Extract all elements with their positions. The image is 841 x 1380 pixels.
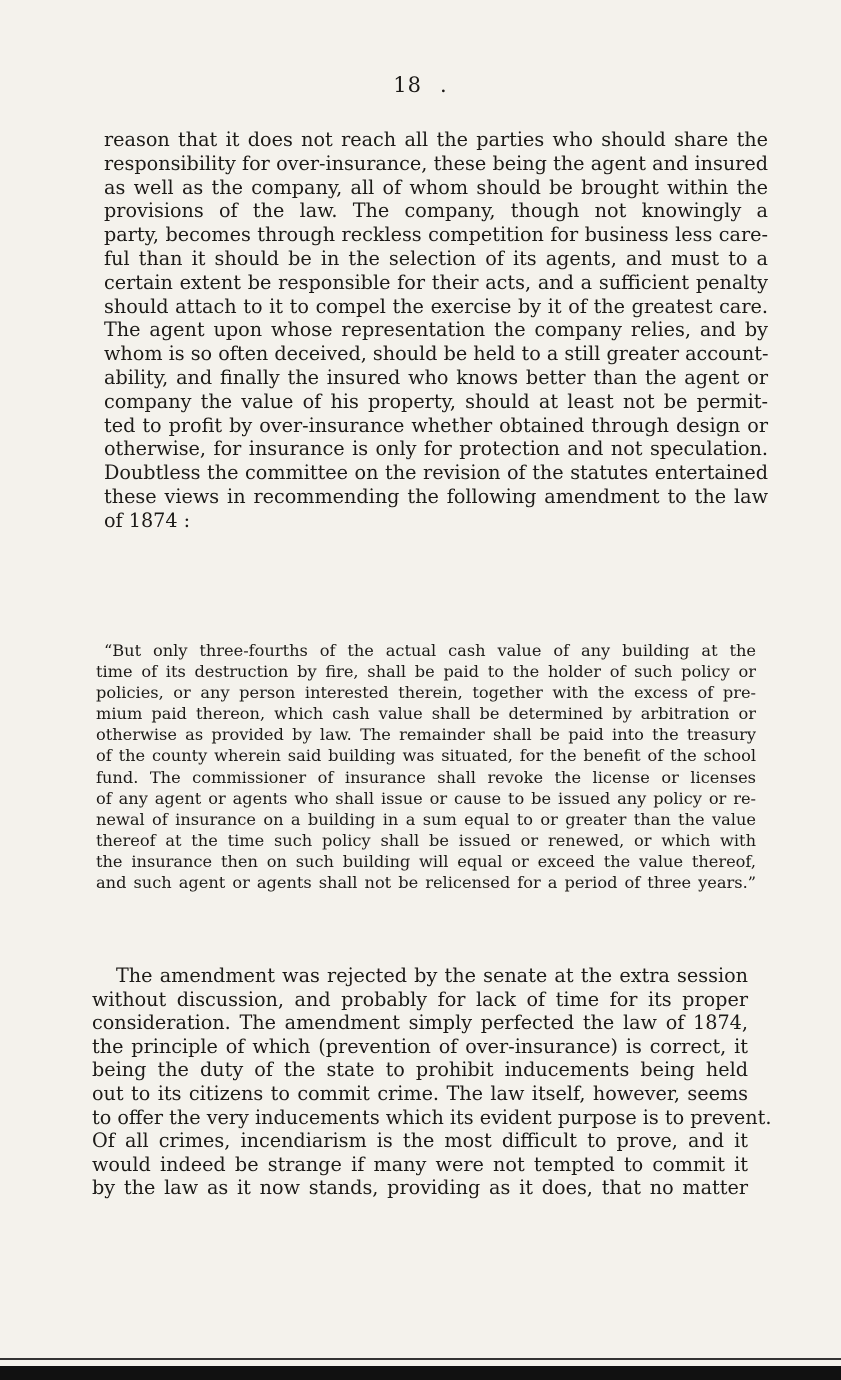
text-line: responsibility for over-insurance, these being the agent and insured bbox=[104, 151, 768, 175]
text-line: certain extent be responsible for their acts, and a sufficient penalty bbox=[104, 270, 768, 294]
quote-line: newal of insurance on a building in a sum equal to or greater than the value bbox=[96, 809, 756, 829]
text-line: party, becomes through reckless competition for business less care- bbox=[104, 223, 768, 247]
amendment-quotation bbox=[96, 640, 756, 893]
text-line: ability, and finally the insured who knows better than the agent or bbox=[104, 365, 768, 389]
quote-line: of the county wherein said building was situated, for the benefit of the school bbox=[96, 746, 756, 766]
quote-line: “But only three-fourths of the actual cash value of any building at the bbox=[104, 641, 756, 660]
scan-border bbox=[0, 1366, 841, 1380]
text-line: these views in recommending the following amendment to the law bbox=[104, 484, 768, 508]
text-line: by the law as it now stands, providing as it does, that no matter bbox=[92, 1176, 748, 1200]
paragraph-amendment-rejected bbox=[92, 964, 772, 1200]
quote-line: policies, or any person interested therein, together with the excess of pre- bbox=[96, 683, 756, 703]
text-line: without discussion, and probably for lack of time for its proper bbox=[92, 987, 748, 1011]
text-line: reason that it does not reach all the parties who should share the bbox=[104, 128, 768, 151]
text-line: whom is so often deceived, should be held to a still greater account- bbox=[104, 342, 769, 366]
text-line: to offer the very inducements which its evident purpose is to prevent. bbox=[92, 1105, 772, 1129]
paragraph-over-insurance-responsibility bbox=[104, 128, 768, 533]
text-line: being the duty of the state to prohibit inducements being held bbox=[92, 1058, 748, 1082]
text-line: of 1874 : bbox=[104, 508, 191, 532]
scan-edge-line bbox=[0, 1358, 841, 1360]
text-line: ted to profit by over-insurance whether obtained through design or bbox=[104, 413, 768, 437]
quote-line: thereof at the time such policy shall be issued or renewed, or which with bbox=[96, 830, 756, 850]
quote-line: of any agent or agents who shall issue or cause to be issued any policy or re- bbox=[96, 788, 756, 808]
text-line: out to its citizens to commit crime. The law itself, however, seems bbox=[92, 1081, 748, 1105]
text-line: otherwise, for insurance is only for protection and not speculation. bbox=[104, 437, 768, 461]
quote-line: time of its destruction by fire, shall be paid to the holder of such policy or bbox=[96, 662, 756, 682]
quote-line: mium paid thereon, which cash value shall be determined by arbitration or bbox=[96, 704, 756, 724]
text-line: Of all crimes, incendiarism is the most difficult to prove, and it bbox=[92, 1129, 748, 1153]
text-line: as well as the company, all of whom should be brought within the bbox=[104, 175, 768, 199]
text-line: the principle of which (prevention of over-insurance) is correct, it bbox=[92, 1034, 748, 1058]
page-number-text: 18 bbox=[393, 73, 423, 97]
text-line: The agent upon whose representation the company relies, and by bbox=[104, 318, 768, 342]
page-mark: . bbox=[440, 73, 448, 97]
text-line: provisions of the law. The company, though not knowingly a bbox=[104, 199, 768, 223]
page-number bbox=[0, 73, 841, 97]
quote-line: and such agent or agents shall not be relicensed for a period of three years.” bbox=[96, 873, 756, 893]
text-line: would indeed be strange if many were not tempted to commit it bbox=[92, 1152, 748, 1176]
text-line: Doubtless the committee on the revision of the statutes entertained bbox=[104, 461, 768, 485]
quote-line: fund. The commissioner of insurance shall revoke the license or licenses bbox=[96, 767, 756, 787]
text-line: consideration. The amendment simply perfected the law of 1874, bbox=[92, 1011, 748, 1035]
text-line: should attach to it to compel the exercise by it of the greatest care. bbox=[104, 294, 768, 318]
quote-line: the insurance then on such building will equal or exceed the value thereof, bbox=[96, 851, 756, 871]
text-line: ful than it should be in the selection of its agents, and must to a bbox=[104, 246, 768, 270]
text-line: The amendment was rejected by the senate at the extra session bbox=[116, 964, 748, 987]
text-line: company the value of his property, should at least not be permit- bbox=[104, 389, 768, 413]
quote-line: otherwise as provided by law. The remainder shall be paid into the treasury bbox=[96, 725, 756, 745]
